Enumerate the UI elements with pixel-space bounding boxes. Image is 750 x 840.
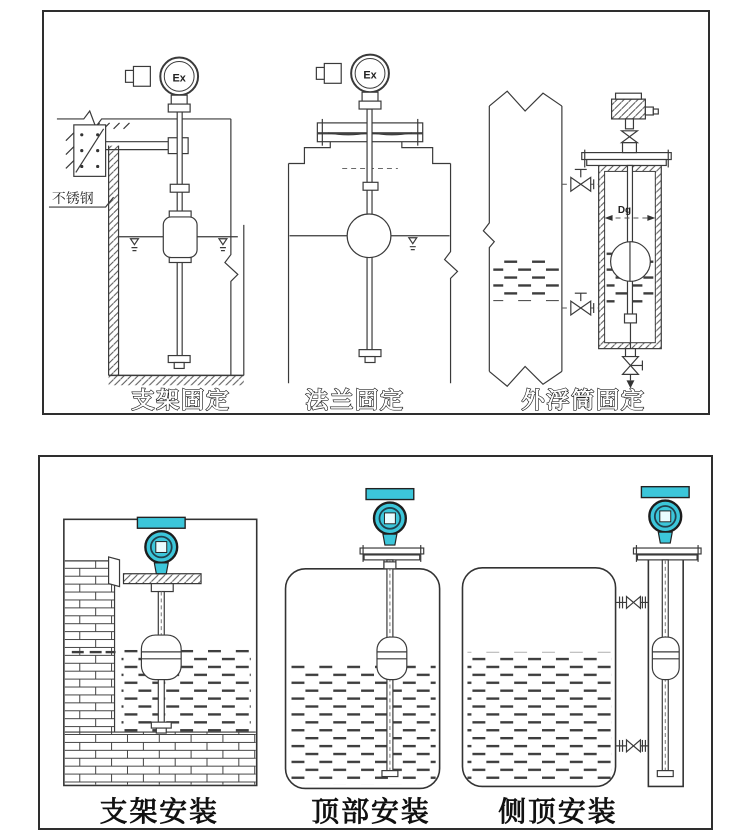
diagram-external-chamber-fixing bbox=[483, 91, 671, 413]
diagram-bracket-fixing bbox=[49, 58, 244, 413]
vessel-outline bbox=[483, 91, 562, 386]
stem-end-stop bbox=[657, 771, 673, 777]
diagram-flange-fixing bbox=[289, 55, 458, 413]
fixing-methods-drawing bbox=[44, 12, 708, 413]
pipe-union-icon bbox=[616, 740, 649, 752]
brick-wall bbox=[65, 557, 120, 732]
mounting-plate bbox=[124, 574, 202, 592]
vessel-liquid bbox=[493, 256, 559, 302]
diagram-caption: 顶部安装 bbox=[311, 796, 431, 828]
diagram-caption: 侧顶安装 bbox=[498, 796, 618, 828]
stem-end-stop bbox=[359, 350, 381, 363]
ex-transmitter-icon bbox=[126, 58, 199, 112]
bottom-panel bbox=[38, 455, 713, 830]
stem-end-stop bbox=[168, 356, 190, 369]
top-panel bbox=[42, 10, 710, 415]
pipe-union-icon bbox=[616, 596, 649, 608]
float-icon bbox=[652, 637, 679, 680]
diagram-caption: 外浮筒固定 bbox=[521, 387, 646, 413]
float-icon bbox=[377, 637, 407, 680]
diagram-side-top-installation bbox=[462, 487, 701, 827]
stem-collar bbox=[363, 182, 378, 190]
diagram-caption: 支架安装 bbox=[99, 796, 219, 828]
water-area bbox=[291, 662, 436, 785]
diagram-top-installation bbox=[286, 489, 440, 827]
drain-valve-icon bbox=[623, 349, 643, 389]
diagram-bracket-installation bbox=[64, 517, 257, 827]
float-ball-icon bbox=[347, 214, 391, 258]
pit-right-wall bbox=[225, 119, 238, 375]
wall-hatched bbox=[109, 146, 119, 376]
anchor-plate bbox=[66, 125, 106, 176]
float-icon bbox=[141, 635, 181, 680]
ex-label: Ex bbox=[363, 69, 377, 82]
stem-collar bbox=[170, 184, 189, 192]
floor-hatched bbox=[109, 375, 244, 385]
stem-weight bbox=[625, 314, 637, 323]
valve-icon bbox=[562, 169, 599, 191]
water-area bbox=[467, 652, 611, 783]
sensor-stem-lower bbox=[158, 680, 164, 723]
stainless-steel-label: 不锈钢 bbox=[51, 190, 94, 207]
valve-icon bbox=[562, 293, 599, 315]
stem-collar bbox=[384, 562, 396, 569]
stainless-steel-note bbox=[49, 190, 114, 207]
transmitter-junction-box-icon bbox=[612, 93, 659, 152]
diagram-caption: 法兰固定 bbox=[305, 387, 405, 413]
tank-right-wall bbox=[445, 163, 458, 383]
ex-label: Ex bbox=[172, 72, 186, 85]
dg-label: Dg bbox=[617, 205, 632, 216]
stem-end-stop bbox=[382, 771, 398, 777]
ex-transmitter-icon bbox=[316, 55, 389, 109]
transmitter-head-icon bbox=[641, 487, 689, 543]
float-icon bbox=[163, 211, 197, 262]
diagram-caption: 支架固定 bbox=[131, 387, 231, 413]
installation-methods-drawing bbox=[40, 457, 711, 828]
transmitter-head-icon bbox=[137, 517, 185, 573]
transmitter-head-icon bbox=[366, 489, 414, 545]
brick-base bbox=[65, 732, 256, 784]
